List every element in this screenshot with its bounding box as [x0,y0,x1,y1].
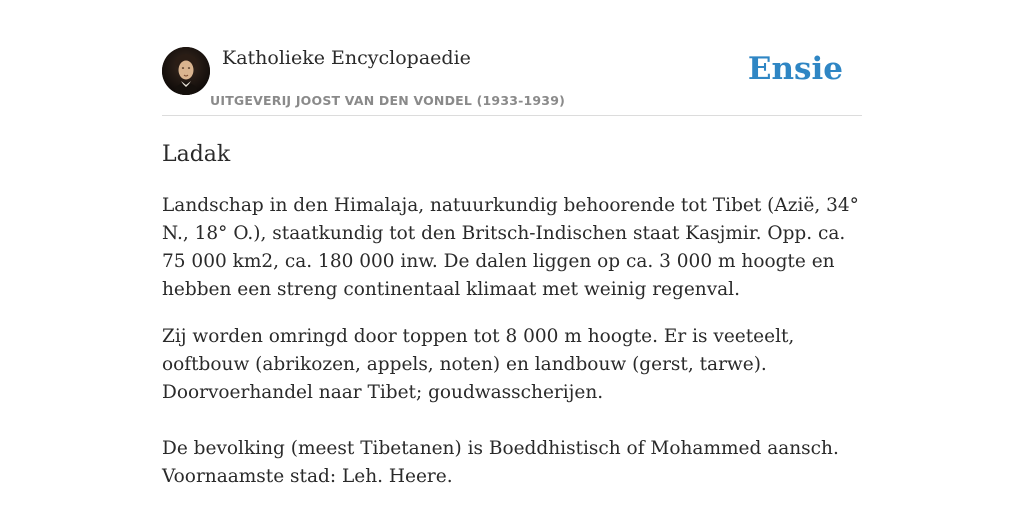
article-title: Ladak [162,142,231,167]
article-paragraph: Zij worden omringd door toppen tot 8 000 m hoogte. Er is veeteelt, ooftbouw (abrikozen, appels, noten) en landbouw (gerst, tarwe). Doorvoerhandel naar Tibet; goudwasscherijen. [162,326,795,403]
site-title[interactable]: Katholieke Encyclopaedie [222,47,471,69]
portrait-avatar-icon[interactable] [162,47,210,95]
article-paragraph: De bevolking (meest Tibetanen) is Boeddhistisch of Mohammed aansch. Voornaamste stad: Leh. Heere. [162,438,839,487]
header-divider [162,115,862,116]
brand-logo[interactable]: Ensie [747,51,843,87]
site-subtitle: UITGEVERIJ JOOST VAN DEN VONDEL (1933-1939) [210,93,566,108]
article-body [162,192,862,491]
article-paragraph: Landschap in den Himalaja, natuurkundig behoorende tot Tibet (Azië, 34° N., 18° O.), staatkundig tot den Britsch-Indischen staat Kasjmir. Opp. ca. 75 000 km2, ca. 180 000 inw. De dalen liggen op ca. 3 000 m hoogte en hebben een streng continentaal klimaat met weinig regenval. [162,195,859,300]
